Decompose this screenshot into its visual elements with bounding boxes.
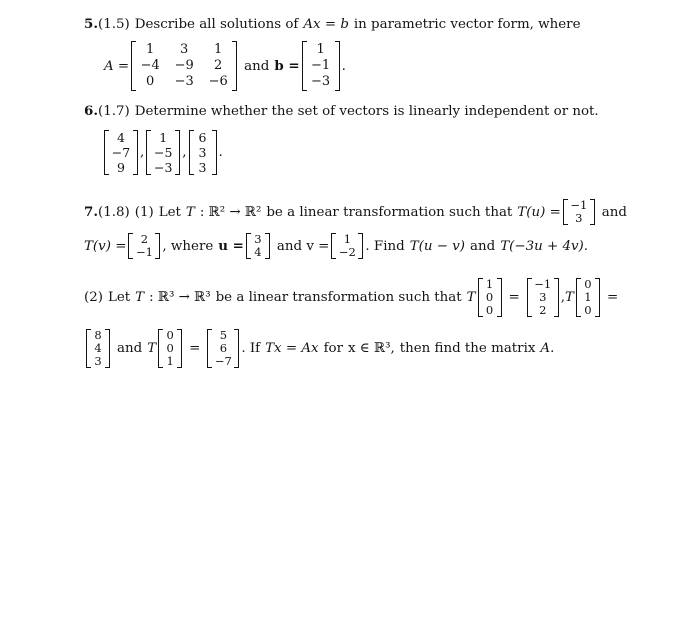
vector-v bbox=[331, 233, 363, 259]
matrix-cell: 2 bbox=[140, 232, 149, 246]
punctuation: , bbox=[140, 144, 145, 160]
matrix-cell: −3 bbox=[174, 74, 194, 89]
matrix-cell: −1 bbox=[570, 198, 588, 212]
vector-u bbox=[246, 233, 270, 259]
vector-Te3 bbox=[207, 329, 239, 368]
transform-symbol: T bbox=[565, 289, 574, 305]
vector-2 bbox=[146, 130, 180, 175]
vector-b bbox=[302, 41, 340, 91]
problem-text: Determine whether the set of vectors is linearly independent or not. bbox=[134, 103, 599, 119]
problem-text: then find the matrix bbox=[399, 340, 536, 356]
connector-text: for bbox=[323, 340, 343, 356]
connector-text: and bbox=[244, 58, 270, 74]
equation: Ax = b bbox=[303, 16, 349, 32]
matrix-cell: 1 bbox=[166, 353, 174, 368]
matrix-cell: 1 bbox=[159, 129, 168, 145]
transform-symbol: T bbox=[185, 204, 195, 220]
matrix-cell: −1 bbox=[311, 58, 331, 73]
matrix-cell: 1 bbox=[485, 276, 494, 291]
matrix-cell: −4 bbox=[140, 58, 160, 73]
matrix-cell: 2 bbox=[214, 58, 223, 73]
matrix-cell: 0 bbox=[166, 327, 174, 342]
vector-Te2 bbox=[86, 329, 110, 368]
matrix-cell: −3 bbox=[311, 74, 331, 89]
matrix-cell: 0 bbox=[485, 302, 494, 317]
problem-text: in parametric vector form, where bbox=[353, 16, 581, 32]
matrix-cell: 3 bbox=[539, 289, 547, 304]
u-label: u = bbox=[218, 238, 244, 254]
connector-text: and bbox=[117, 340, 143, 356]
matrix-cell: −3 bbox=[154, 159, 173, 175]
matrix-cell: 1 bbox=[214, 42, 223, 57]
matrix-A bbox=[131, 41, 237, 91]
problem-text: Let bbox=[158, 204, 181, 220]
problem-number: 6. bbox=[84, 103, 98, 119]
problem-6-vectors bbox=[102, 126, 223, 178]
matrix-cell: 0 bbox=[166, 340, 174, 355]
matrix-cell: 0 bbox=[584, 276, 592, 291]
matrix-cell: 9 bbox=[117, 159, 125, 175]
matrix-cell: 1 bbox=[343, 232, 352, 246]
problem-text: . Find bbox=[365, 238, 405, 254]
problem-text: . If bbox=[241, 340, 261, 356]
punctuation: , bbox=[182, 144, 187, 160]
vector-3 bbox=[189, 130, 217, 175]
set-membership: x ∈ ℝ³, bbox=[348, 340, 395, 356]
matrix-cell: 4 bbox=[254, 245, 262, 259]
matrix-cell: −6 bbox=[208, 74, 228, 89]
section-ref: (1.8) bbox=[97, 204, 130, 220]
matrix-cell: 4 bbox=[117, 129, 125, 145]
v-label: and v = bbox=[276, 238, 330, 254]
matrix-cell: −2 bbox=[338, 245, 356, 259]
matrix-label: A = bbox=[104, 58, 130, 74]
matrix-cell: 6 bbox=[219, 340, 228, 355]
punctuation: , bbox=[560, 289, 566, 305]
mapping: : ℝ² → ℝ² bbox=[199, 204, 262, 220]
vector-Tv bbox=[128, 233, 160, 259]
vector-Tu bbox=[563, 199, 595, 225]
punctuation: . bbox=[218, 144, 223, 160]
connector-text: , where bbox=[162, 238, 214, 254]
Tu-label: T(u) = bbox=[517, 204, 561, 220]
matrix-cell: −5 bbox=[154, 144, 173, 160]
equation: Tx = Ax bbox=[265, 340, 319, 356]
expression: T(u − v) bbox=[409, 238, 465, 254]
matrix-cell: 3 bbox=[198, 144, 207, 160]
vector-e1 bbox=[478, 278, 502, 317]
mapping: : ℝ³ → ℝ³ bbox=[149, 289, 211, 305]
matrix-cell: 2 bbox=[539, 302, 547, 317]
problem-text: be a linear transformation such that bbox=[266, 204, 513, 220]
connector-text: and bbox=[601, 204, 627, 220]
matrix-cell: −1 bbox=[534, 276, 552, 291]
problem-7-part-1-line-1 bbox=[84, 194, 627, 230]
matrix-cell: 3 bbox=[254, 232, 262, 246]
problem-7-part-2-line-1 bbox=[84, 273, 618, 321]
matrix-cell: 1 bbox=[146, 42, 155, 57]
matrix-cell: 3 bbox=[94, 353, 102, 368]
vector-e3 bbox=[158, 329, 182, 368]
problem-text: Let bbox=[107, 289, 131, 305]
problem-6-statement bbox=[84, 103, 599, 119]
equals-sign: = bbox=[189, 340, 201, 356]
punctuation: . bbox=[341, 58, 346, 74]
transform-symbol: T bbox=[135, 289, 145, 305]
equals-sign: = bbox=[606, 289, 619, 305]
equals-sign: = bbox=[508, 289, 520, 305]
transform-symbol: T bbox=[147, 340, 157, 356]
problem-5-statement bbox=[84, 16, 581, 32]
matrix-cell: 5 bbox=[219, 327, 228, 342]
matrix-cell: 0 bbox=[485, 289, 494, 304]
matrix-cell: 0 bbox=[584, 302, 592, 317]
section-ref: (1.7) bbox=[97, 103, 130, 119]
matrix-symbol: A. bbox=[540, 340, 555, 356]
matrix-cell: 1 bbox=[316, 42, 325, 57]
problem-7-part-1-line-2 bbox=[84, 228, 588, 264]
problem-text: Describe all solutions of bbox=[134, 16, 299, 32]
problem-5-matrices bbox=[104, 38, 346, 94]
matrix-cell: −9 bbox=[174, 58, 194, 73]
problem-7-part-2-line-2 bbox=[84, 324, 554, 372]
matrix-cell: 0 bbox=[146, 74, 155, 89]
matrix-cell: −7 bbox=[111, 144, 131, 160]
matrix-cell: 4 bbox=[94, 340, 102, 355]
matrix-cell: 8 bbox=[94, 327, 102, 342]
part-label: (1) bbox=[134, 204, 154, 220]
expression: T(−3u + 4v). bbox=[500, 238, 589, 254]
matrix-cell: 3 bbox=[575, 211, 583, 225]
matrix-cell: −7 bbox=[214, 353, 232, 368]
matrix-cell: 3 bbox=[180, 42, 189, 57]
transform-symbol: T bbox=[466, 289, 476, 305]
matrix-cell: 1 bbox=[584, 289, 592, 304]
matrix-cell: −1 bbox=[135, 245, 153, 259]
connector-text: and bbox=[470, 238, 496, 254]
section-ref: (1.5) bbox=[97, 16, 130, 32]
problem-number: 7. bbox=[84, 204, 98, 220]
problem-number: 5. bbox=[84, 16, 98, 32]
vector-1 bbox=[104, 130, 138, 175]
vector-e2 bbox=[576, 278, 600, 317]
matrix-cell: 6 bbox=[198, 129, 207, 145]
problem-text: be a linear transformation such that bbox=[215, 289, 462, 305]
part-label: (2) bbox=[84, 289, 103, 305]
Tv-label: T(v) = bbox=[84, 238, 127, 254]
vector-Te1 bbox=[527, 278, 559, 317]
matrix-cell: 3 bbox=[198, 159, 207, 175]
vector-label: b = bbox=[274, 58, 300, 74]
